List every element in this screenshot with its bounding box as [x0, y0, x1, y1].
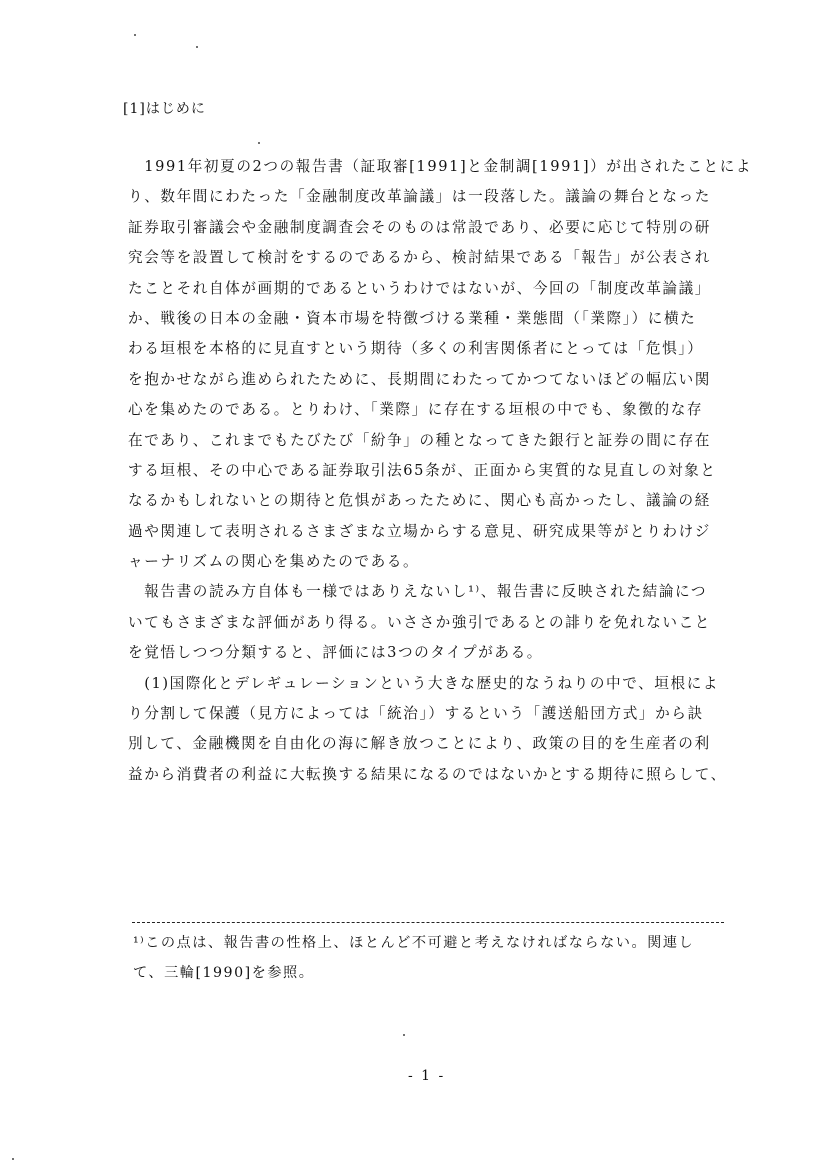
text-line: ャーナリズムの関心を集めたのである。 [128, 553, 420, 571]
text-line: を抱かせながら進められたために、長期間にわたってかつてないほどの幅広い関 [128, 370, 711, 388]
text-line: する垣根、その中心である証券取引法65条が、正面から実質的な見直しの対象と [128, 461, 717, 479]
text-line: 別して、金融機関を自由化の海に解き放つことにより、政策の目的を生産者の利 [128, 735, 711, 753]
text-line: (1)国際化とデレギュレーションという大きな歴史的なうねりの中で、垣根によ [128, 674, 720, 692]
text-line: 究会等を設置して検討をするのであるから、検討結果である「報告」が公表され [128, 249, 711, 267]
text-line: たことそれ自体が画期的であるというわけではないが、今回の「制度改革論議」 [128, 279, 711, 297]
text-line: わる垣根を本格的に見直すという期待（多くの利害関係者にとっては「危惧」） [128, 340, 704, 358]
text-line: 心を集めたのである。とりわけ、「業際」に存在する垣根の中でも、象徴的な存 [128, 401, 704, 419]
footnote-line: ¹⁾この点は、報告書の性格上、ほとんど不可避と考えなければならない。関連し [133, 935, 695, 951]
text-line: なるかもしれないとの期待と危惧があったために、関心も高かったし、議論の経 [128, 492, 711, 510]
footnote-line: て、三輪[1990]を参照。 [133, 965, 315, 981]
section-heading: [1]はじめに [123, 101, 206, 117]
scan-speck [134, 34, 136, 36]
text-line: いてもさまざまな評価があり得る。いささか強引であるとの誹りを免れないこと [128, 613, 711, 631]
text-line: り、数年間にわたった「金融制度改革論議」は一段落した。議論の舞台となった [128, 188, 711, 206]
text-line: を覚悟しつつ分類すると、評価には3つのタイプがある。 [128, 644, 544, 662]
text-line: か、戦後の日本の金融・資本市場を特徴づける業種・業態間（「業際」）に横た [128, 309, 697, 327]
body-text [128, 152, 753, 790]
text-line: 1991年初夏の2つの報告書（証取審[1991]と金制調[1991]）が出されたことによ [128, 158, 753, 175]
text-line: り分割して保護（見方によっては「統治」）するという「護送船団方式」から訣 [128, 705, 704, 723]
text-line: 報告書の読み方自体も一様ではありえないし¹⁾、報告書に反映された結論につ [128, 583, 708, 601]
scan-speck [258, 142, 260, 144]
text-line: 在であり、これまでもたびたび「紛争」の種となってきた銀行と証券の間に存在 [128, 431, 711, 449]
text-line: 過や関連して表明されるさまざまな立場からする意見、研究成果等がとりわけジ [128, 522, 711, 540]
footnote [133, 928, 733, 988]
scan-speck [12, 1158, 14, 1160]
text-line: 証券取引審議会や金融制度調査会そのものは常設であり、必要に応じて特別の研 [128, 218, 711, 236]
text-line: 益から消費者の利益に大転換する結果になるのではないかとする期待に照らして、 [128, 765, 727, 783]
footnote-separator [132, 922, 724, 923]
scan-speck [196, 46, 198, 48]
page-number: - 1 - [408, 1068, 446, 1084]
scan-speck [403, 1034, 405, 1036]
